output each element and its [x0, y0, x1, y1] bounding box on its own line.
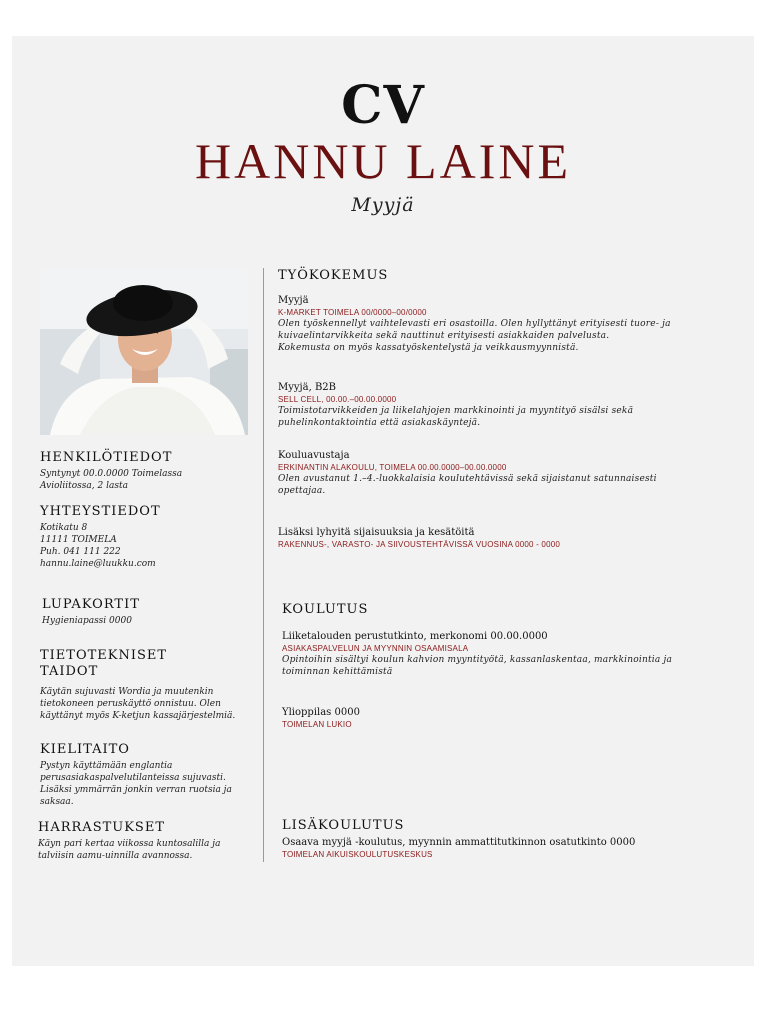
education-entry — [282, 706, 732, 730]
job-title: Kouluavustaja — [278, 450, 350, 461]
education-description-line: Opintoihin sisältyi koulun kahvion myyntityötä, kassanlaskentaa, markkinointia ja — [282, 655, 673, 665]
education-title-block — [282, 602, 732, 618]
job-entry — [278, 449, 728, 497]
it-skills-line: Käytän sujuvasti Wordia ja muutenkin — [40, 687, 214, 697]
education-entry — [282, 630, 732, 678]
languages-section — [40, 742, 252, 808]
job-description-line: Olen työskennellyt vaihtelevasti eri osastoilla. Olen hyllyttänyt erityisesti tuore- ja — [278, 319, 671, 329]
person-name: HANNU LAINE — [195, 133, 571, 189]
job-description-line: Kokemusta on myös kassatyöskentelystä ja veikkausmyynnistä. — [278, 343, 579, 353]
languages-title: KIELITAITO — [40, 742, 130, 757]
personal-info-line: Syntynyt 00.0.0000 Toimelassa — [40, 469, 183, 479]
contact-phone: Puh. 041 111 222 — [40, 547, 121, 557]
languages-line: Pystyn käyttämään englantia — [40, 761, 173, 771]
personal-info-line: Avioliitossa, 2 lasta — [40, 481, 128, 491]
it-skills-title-line2: TAIDOT — [40, 664, 99, 679]
personal-info-title: HENKILÖTIEDOT — [40, 450, 173, 465]
education-description-line: toiminnan kehittämistä — [282, 667, 393, 677]
contact-postal: 11111 TOIMELA — [40, 535, 117, 545]
extra-training-institution: TOIMELAN AIKUISKOULUTUSKESKUS — [282, 850, 433, 859]
job-title: Lisäksi lyhyitä sijaisuuksia ja kesätöitä — [278, 527, 475, 538]
it-skills-title-line1: TIETOTEKNISET — [40, 648, 168, 663]
hobbies-line: talviisin aamu-uinnilla avannossa. — [38, 851, 193, 861]
job-employer: K-MARKET TOIMELA 00/0000–00/0000 — [278, 308, 427, 317]
languages-line: perusasiakaspalvelutilanteissa sujuvasti. — [40, 773, 226, 783]
extra-training-title-block — [282, 818, 732, 834]
education-degree: Liiketalouden perustutkinto, merkonomi 00.00.0000 — [282, 631, 548, 642]
education-degree: Ylioppilas 0000 — [282, 707, 360, 718]
licenses-title: LUPAKORTIT — [42, 597, 140, 612]
it-skills-line: tietokoneen peruskäyttö onnistuu. Olen — [40, 699, 221, 709]
job-description-line: kuivaelintarvikkeita sekä nauttinut erityisesti asiakkaiden palvelusta. — [278, 331, 610, 341]
job-employer: ERKINANTIN ALAKOULU, TOIMELA 00.00.0000–00.00.0000 — [278, 463, 507, 472]
licenses-section — [42, 597, 254, 627]
languages-line: saksaa. — [40, 797, 74, 807]
languages-line: Lisäksi ymmärrän jonkin verran ruotsia ja — [40, 785, 232, 795]
contact-email: hannu.laine@luukku.com — [40, 559, 156, 569]
column-divider — [263, 268, 264, 862]
job-description-line: opettajaa. — [278, 486, 326, 496]
it-skills-section — [40, 648, 252, 722]
job-title: Myyjä — [278, 295, 309, 306]
job-entry — [278, 526, 728, 550]
hobbies-section — [38, 820, 250, 862]
cv-page — [12, 36, 754, 966]
job-description-line: Toimistotarvikkeiden ja liikelahjojen markkinointi ja myyntityö sisälsi sekä — [278, 406, 634, 416]
extra-training-course: Osaava myyjä -koulutus, myynnin ammattitutkinnon osatutkinto 0000 — [282, 837, 636, 848]
job-title: Myyjä, B2B — [278, 382, 337, 393]
work-title-block — [278, 268, 728, 284]
education-title: KOULUTUS — [282, 602, 369, 617]
personal-info-section — [40, 450, 252, 492]
job-description-line: Olen avustanut 1.–4.-luokkalaisia koulutehtävissä sekä sijaistanut satunnaisesti — [278, 474, 657, 484]
contact-title: YHTEYSTIEDOT — [40, 504, 161, 519]
contact-section — [40, 504, 252, 570]
hobbies-line: Käyn pari kertaa viikossa kuntosalilla ja — [38, 839, 221, 849]
profile-photo — [40, 269, 248, 435]
person-role: Myyjä — [351, 194, 415, 216]
job-entry — [278, 381, 728, 429]
contact-address: Kotikatu 8 — [40, 523, 88, 533]
job-entry — [278, 294, 728, 354]
education-institution: TOIMELAN LUKIO — [282, 720, 352, 729]
job-description-line: puhelinkontaktointia että asiakaskäyntejä. — [278, 418, 481, 428]
it-skills-line: käyttänyt myös K-ketjun kassajärjestelmiä. — [40, 711, 236, 721]
license-item: Hygieniapassi 0000 — [42, 616, 132, 626]
work-experience-title: TYÖKOKEMUS — [278, 268, 389, 283]
hobbies-title: HARRASTUKSET — [38, 820, 166, 835]
education-institution: ASIAKASPALVELUN JA MYYNNIN OSAAMISALA — [282, 644, 469, 653]
cv-heading: CV — [341, 75, 425, 136]
profile-photo-illustration — [40, 269, 248, 435]
extra-training-title: LISÄKOULUTUS — [282, 818, 405, 833]
job-employer: RAKENNUS-, VARASTO- JA SIIVOUSTEHTÄVISSÄ VUOSINA 0000 - 0000 — [278, 540, 561, 549]
extra-training-entry — [282, 836, 742, 860]
job-employer: SELL CELL, 00.00.–00.00.0000 — [278, 395, 397, 404]
